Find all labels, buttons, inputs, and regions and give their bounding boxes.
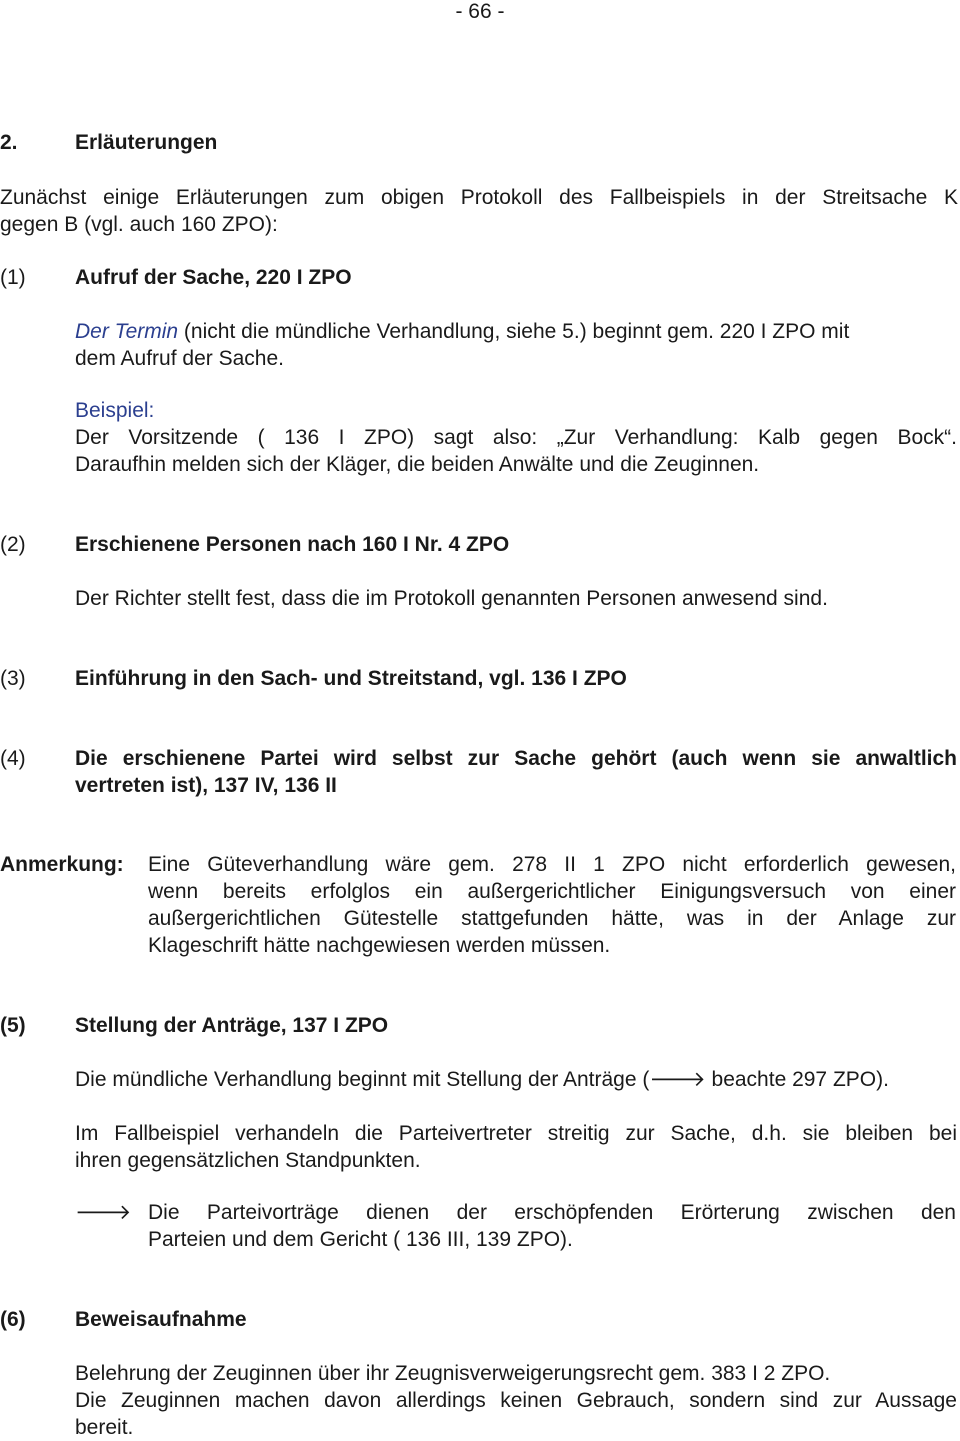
note-line-3: außergerichtlichen Gütestelle stattgefunden hätte, was in der Anlage zur bbox=[148, 907, 956, 930]
section-title: Erläuterungen bbox=[75, 131, 218, 154]
item-1-body-rest: (nicht die mündliche Verhandlung, siehe 5.) beginnt gem. 220 I ZPO mit bbox=[178, 320, 850, 343]
arrow-icon: 🡒 bbox=[75, 1201, 132, 1224]
arrow-note-line-2: Parteien und dem Gericht ( 136 III, 139 ZPO). bbox=[148, 1228, 573, 1251]
item-title-2: Erschienene Personen nach 160 I Nr. 4 ZPO bbox=[75, 533, 510, 556]
item-number-1: (1) bbox=[0, 266, 26, 289]
item-title-5: Stellung der Anträge, 137 I ZPO bbox=[75, 1014, 389, 1037]
note-line-4: Klageschrift hätte nachgewiesen werden müssen. bbox=[148, 934, 611, 957]
section-number: 2. bbox=[0, 131, 18, 154]
note-label: Anmerkung: bbox=[0, 853, 124, 876]
item-6-body-line-1: Belehrung der Zeuginnen über ihr Zeugnisverweigerungsrecht gem. 383 I 2 ZPO. bbox=[75, 1362, 831, 1385]
item-title-1: Aufruf der Sache, 220 I ZPO bbox=[75, 266, 352, 289]
item-number-6: (6) bbox=[0, 1308, 26, 1331]
item-title-3: Einführung in den Sach- und Streitstand, vgl. 136 I ZPO bbox=[75, 667, 627, 690]
example-label: Beispiel: bbox=[75, 399, 155, 422]
page-number: - 66 - bbox=[455, 0, 505, 23]
item-1-body-line-1 bbox=[75, 318, 957, 345]
item-number-4: (4) bbox=[0, 747, 26, 770]
item-number-5: (5) bbox=[0, 1014, 26, 1037]
note-line-1: Eine Güteverhandlung wäre gem. 278 II 1 ZPO nicht erforderlich gewesen, bbox=[148, 853, 956, 876]
item-5-body-b-line-2: ihren gegensätzlichen Standpunkten. bbox=[75, 1149, 421, 1172]
intro-line-1: Zunächst einige Erläuterungen zum obigen Protokoll des Fallbeispiels in der Streitsache K bbox=[0, 186, 958, 209]
item-number-3: (3) bbox=[0, 667, 26, 690]
item-title-4-line-1: Die erschienene Partei wird selbst zur Sache gehört (auch wenn sie anwaltlich bbox=[75, 747, 957, 770]
item-number-2: (2) bbox=[0, 533, 26, 556]
example-line-1: Der Vorsitzende ( 136 I ZPO) sagt also: „Zur Verhandlung: Kalb gegen Bock“. bbox=[75, 426, 957, 449]
item-title-4-line-2: vertreten ist), 137 IV, 136 II bbox=[75, 774, 337, 797]
intro-line-2: gegen B (vgl. auch 160 ZPO): bbox=[0, 213, 278, 236]
item-5-body-b-line-1: Im Fallbeispiel verhandeln die Parteivertreter streitig zur Sache, d.h. sie bleiben bei bbox=[75, 1122, 957, 1145]
item-6-body-line-3: bereit. bbox=[75, 1416, 134, 1439]
item-5-body-a: Die mündliche Verhandlung beginnt mit Stellung der Anträge (🡒 beachte 297 ZPO). bbox=[75, 1068, 889, 1091]
note-line-2: wenn bereits erfolglos ein außergerichtlicher Einigungsversuch von einer bbox=[148, 880, 956, 903]
item-6-body-line-2: Die Zeuginnen machen davon allerdings keinen Gebrauch, sondern sind zur Aussage bbox=[75, 1389, 957, 1412]
term-emphasis: Der Termin bbox=[75, 320, 179, 343]
arrow-note-line-1: Die Parteivorträge dienen der erschöpfenden Erörterung zwischen den bbox=[148, 1201, 956, 1224]
example-line-2: Daraufhin melden sich der Kläger, die beiden Anwälte und die Zeuginnen. bbox=[75, 453, 760, 476]
item-title-6: Beweisaufnahme bbox=[75, 1308, 247, 1331]
item-2-body: Der Richter stellt fest, dass die im Protokoll genannten Personen anwesend sind. bbox=[75, 587, 828, 610]
item-1-body-line-2: dem Aufruf der Sache. bbox=[75, 347, 284, 370]
